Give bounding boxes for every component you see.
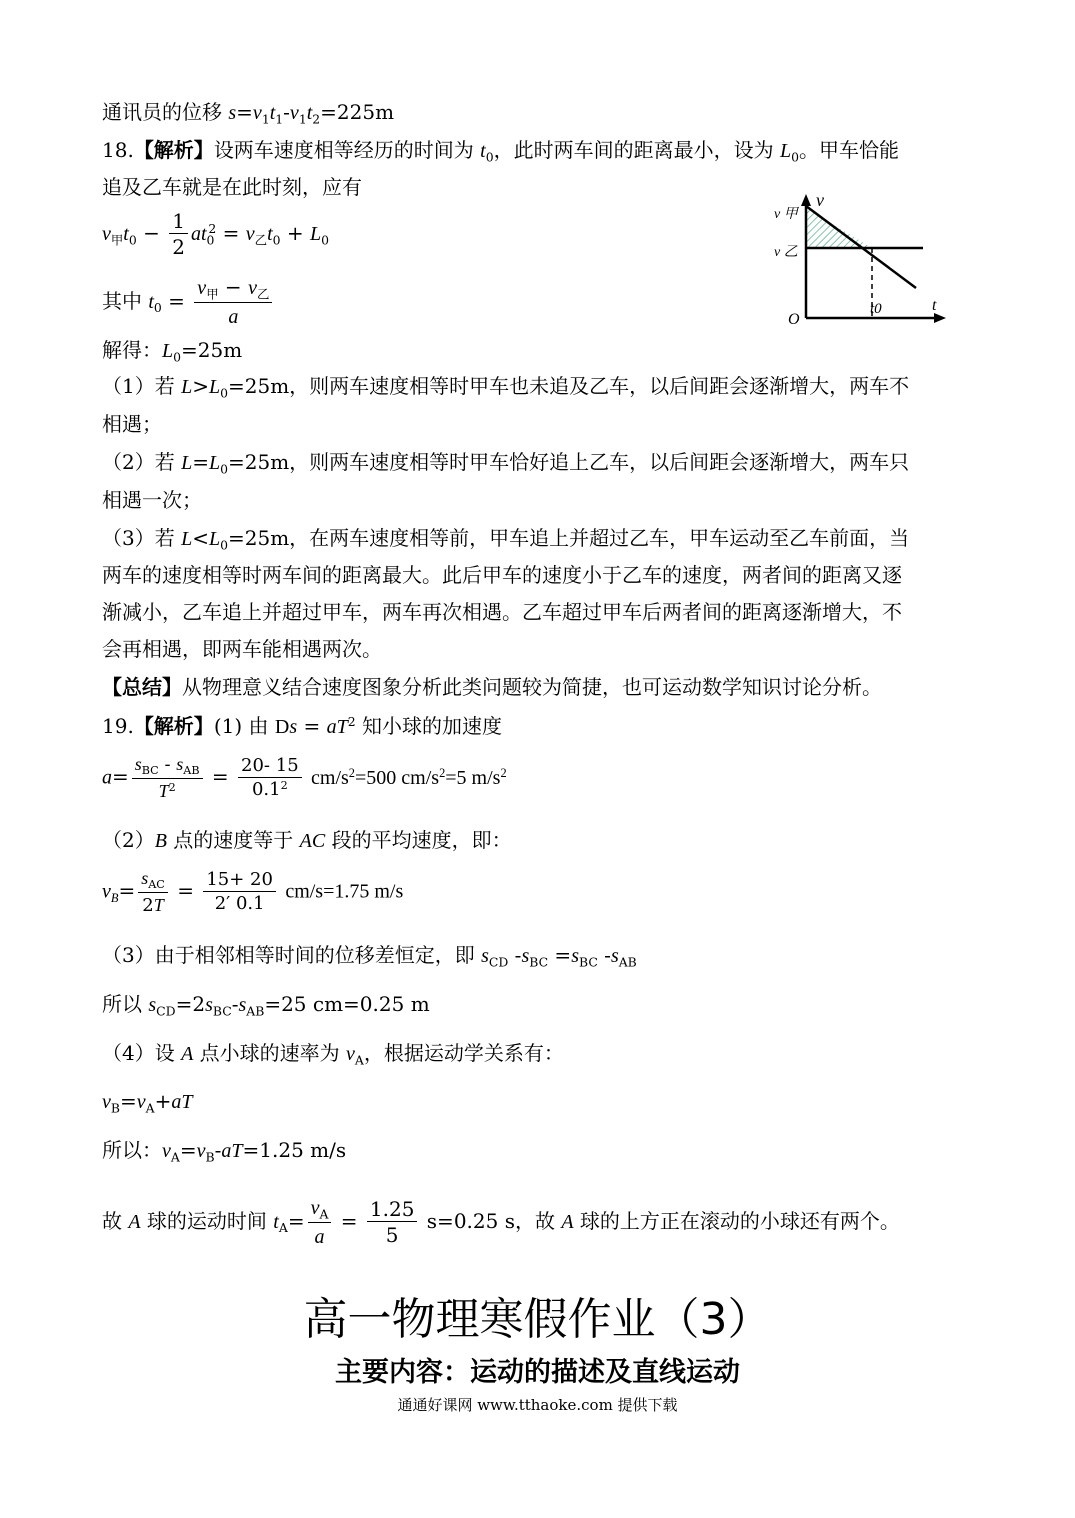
q18-t0-formula: 其中 $t_0$ = $\frac{v_甲 - v_乙}{a}$ xyxy=(102,276,275,329)
q18-case3-line2: 两车的速度相等时两车间的距离最大。此后甲车的速度小于乙车的速度，两者间的距离又逐 xyxy=(102,563,902,587)
v-yi-label: v 乙 xyxy=(774,245,798,260)
q18-case1-line1: （1）若 $L>L_0=25m$，则两车速度相等时甲车也未追及乙车，以后间距会逐渐增大，两车不 xyxy=(102,374,910,401)
t0-label: t0 xyxy=(870,301,882,317)
q18-case2-line1: （2）若 $L=L_0=25m$，则两车速度相等时甲车恰好追上乙车，以后间距会逐渐增大，两车只 xyxy=(102,450,910,477)
q19-part4: （4）设 A 点小球的速率为 $v_A$，根据运动学关系有： xyxy=(102,1041,564,1068)
q19-part3: （3）由于相邻相等时间的位移差恒定，即 $s_{CD}$ $-s_{BC} =s_{BC}$ $-s_{AB}$ xyxy=(102,943,637,970)
q18-equation: $v_甲t_0$ − $\frac{1}{2}$ $at_0^2 = v_乙t_0 + L_0$ xyxy=(102,209,330,259)
summary-line: 【总结】从物理意义结合速度图象分析此类问题较为简捷，也可运动数学知识讨论分析。 xyxy=(102,675,882,699)
velocity-time-graph xyxy=(768,188,958,328)
q19-vb-eq: $v_B=v_A+aT$ xyxy=(102,1089,193,1116)
footer-credit: 通通好课网 www.tthaoke.com 提供下载 xyxy=(397,1396,678,1414)
v-jia-label: v 甲 xyxy=(774,207,798,222)
t-label: t xyxy=(932,297,937,314)
v-axis-arrow xyxy=(801,194,811,206)
q19-vb-formula: $v_B=$ $\frac{s_{AC}}{2T}$ = $\frac{15+ 20}{2' 0.1}$ cm/s=1.75 m/s xyxy=(102,868,404,916)
q19-time-line: 故 A 球的运动时间 $t_A=$ $\frac{v_A}{a}$ = $\frac{1.25}{5}$ s=0.25 s，故 A 球的上方正在滚动的小球还有两个。 xyxy=(102,1196,900,1248)
q18-case2-line2: 相遇一次； xyxy=(102,488,202,512)
q18-case3-line4: 会再相遇，即两车能相遇两次。 xyxy=(102,637,382,661)
v-label: v xyxy=(816,190,824,210)
page-subtitle: 主要内容：运动的描述及直线运动 xyxy=(335,1357,740,1388)
q19-part2: （2）B 点的速度等于 AC 段的平均速度，即： xyxy=(102,828,512,852)
q18-case3-line1: （3）若 $L<L_0=25m$，在两车速度相等前，甲车追上并超过乙车，甲车运动至乙车前面，当 xyxy=(102,526,910,553)
t-axis-arrow xyxy=(934,313,946,323)
q18-case1-line2: 相遇； xyxy=(102,412,162,436)
q18-intro-line2: 追及乙车就是在此时刻，应有 xyxy=(102,175,362,199)
q18-case3-line3: 渐减小，乙车追上并超过甲车，两车再次相遇。乙车超过甲车后两者间的距离逐渐增大，不 xyxy=(102,600,902,624)
origin-label: O xyxy=(788,311,800,328)
q18-intro-line1: 18.【解析】设两车速度相等经历的时间为 $t_0$，此时两车间的距离最小，设为 $L_0$。甲车恰能 xyxy=(102,138,899,165)
page-title: 高一物理寒假作业（3） xyxy=(303,1294,772,1345)
q19-intro: 19.【解析】(1) 由 $Ds = aT^2$ 知小球的加速度 xyxy=(102,714,502,738)
q19-acceleration-formula: a= $\frac{s_{BC} - s_{AB}}{T^2}$ = $\frac{20- 15}{0.1^2}$ $cm/s^2=500$ $cm/s^2=5$ $m/s^2$ xyxy=(102,754,507,801)
displacement-line: 通讯员的位移 $s=v_1t_1-v_1t_2=225m$ xyxy=(102,100,395,127)
q19-scd: 所以 $s_{CD}=2s_{BC}-s_{AB}=25$ cm=0.25 m xyxy=(102,992,430,1019)
q19-va: 所以：$v_A=v_B-aT=1.25$ m/s xyxy=(102,1138,347,1165)
q18-solve: 解得：$L_0=25m$ xyxy=(102,338,243,365)
